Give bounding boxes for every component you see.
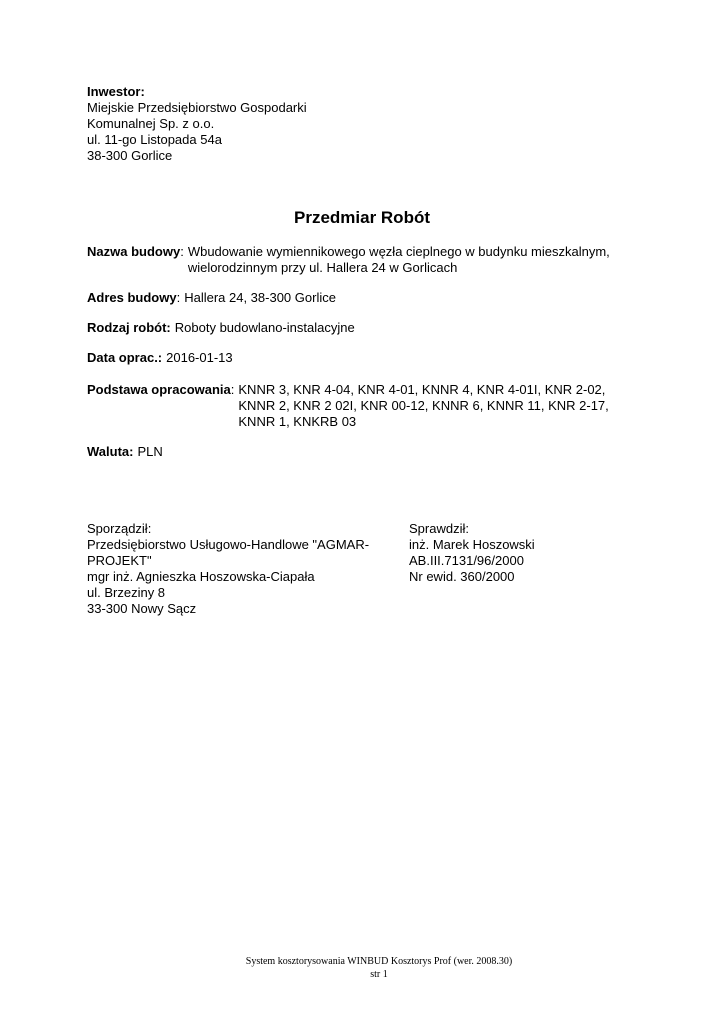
field-separator: :: [176, 290, 181, 305]
field-label: Waluta:: [87, 444, 134, 459]
prepared-by-line: 33-300 Nowy Sącz: [87, 601, 197, 616]
checked-by-line: AB.III.7131/96/2000: [409, 553, 524, 568]
prepared-by-line: ul. Brzeziny 8: [87, 585, 166, 600]
field-label: Nazwa budowy: [87, 244, 181, 259]
footer-page-number: str 1: [370, 969, 388, 980]
field-value: PLN: [137, 444, 163, 459]
field-waluta: [87, 444, 163, 460]
field-rodzaj-robot: [87, 320, 355, 336]
document-title: Przedmiar Robót: [293, 208, 431, 227]
investor-line: 38-300 Gorlice: [87, 148, 173, 163]
field-value-line: KNNR 2, KNR 2 02I, KNR 00-12, KNNR 6, KNNR 11, KNR 2-17,: [238, 398, 609, 413]
page-footer: [0, 955, 724, 981]
checked-by-line: inż. Marek Hoszowski: [409, 537, 535, 552]
investor-line: ul. 11-go Listopada 54a: [87, 132, 222, 147]
prepared-by-block: [87, 521, 387, 617]
field-value-line: KNNR 1, KNKRB 03: [238, 414, 357, 429]
field-label: Rodzaj robót:: [87, 320, 171, 335]
field-podstawa-opracowania: [87, 382, 609, 430]
field-value-line: Wbudowanie wymiennikowego węzła cieplnego w budynku mieszkalnym,: [187, 244, 610, 259]
checked-by-block: [409, 521, 669, 585]
investor-heading: Inwestor:: [87, 84, 145, 99]
field-value: Roboty budowlano-instalacyjne: [174, 320, 355, 335]
field-label: Data oprac.:: [87, 350, 163, 365]
investor-line: Miejskie Przedsiębiorstwo Gospodarki: [87, 100, 307, 115]
field-value: [188, 244, 610, 276]
prepared-by-line: mgr inż. Agnieszka Hoszowska-Ciapała: [87, 569, 315, 584]
prepared-by-line: Przedsiębiorstwo Usługowo-Handlowe "AGMAR-: [87, 537, 370, 552]
prepared-by-heading: Sporządził:: [87, 521, 152, 536]
field-value: 2016-01-13: [166, 350, 233, 365]
field-nazwa-budowy: [87, 244, 610, 276]
footer-system-text: System kosztorysowania WINBUD Kosztorys Prof (wer. 2008.30): [245, 956, 513, 967]
field-separator: :: [230, 382, 235, 397]
field-label: Podstawa opracowania: [87, 382, 231, 397]
field-label: Adres budowy: [87, 290, 177, 305]
field-value: Hallera 24, 38-300 Gorlice: [184, 290, 336, 305]
field-value-line: KNNR 3, KNR 4-04, KNR 4-01, KNNR 4, KNR 4-01I, KNR 2-02,: [238, 382, 606, 397]
field-value-line: wielorodzinnym przy ul. Hallera 24 w Gorlicach: [187, 260, 458, 275]
field-data-opracowania: [87, 350, 233, 366]
field-separator: :: [180, 244, 184, 259]
checked-by-heading: Sprawdził:: [409, 521, 469, 536]
investor-line: Komunalnej Sp. z o.o.: [87, 116, 215, 131]
investor-block: [87, 84, 307, 164]
checked-by-line: Nr ewid. 360/2000: [409, 569, 515, 584]
field-value: [238, 382, 608, 430]
prepared-by-line: PROJEKT": [87, 553, 152, 568]
field-adres-budowy: [87, 290, 336, 306]
